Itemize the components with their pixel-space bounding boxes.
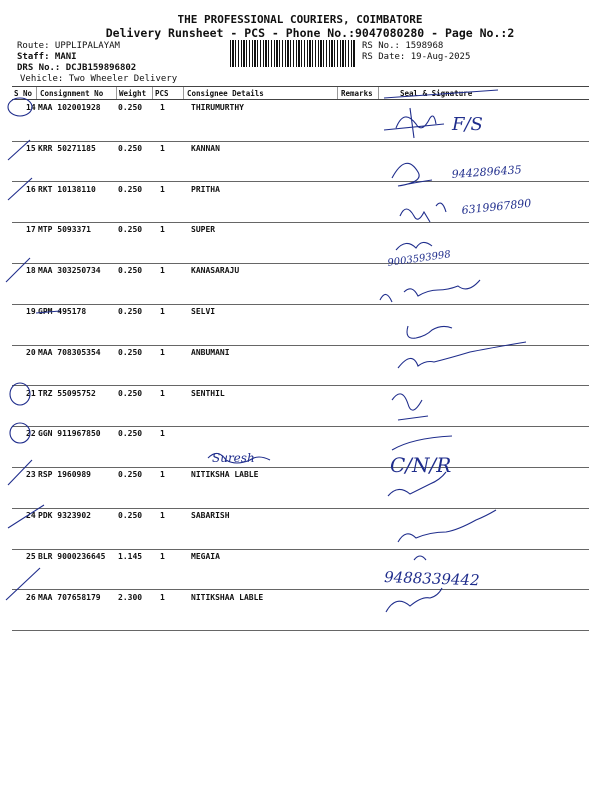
column-divider (152, 87, 153, 99)
row-weight: 0.250 (118, 103, 143, 112)
row-consignment: MAA 303250734 (38, 266, 101, 276)
table-row (12, 304, 589, 344)
row-sno: 22 (26, 429, 36, 439)
header-seal: Seal & Signature (400, 89, 473, 98)
row-consignment: TRZ 55095752 (38, 388, 96, 398)
row-weight: 0.250 (118, 266, 143, 276)
row-consignee: KANASARAJU (191, 266, 240, 276)
header-weight: Weight (119, 89, 147, 98)
header-remarks: Remarks (341, 89, 373, 98)
row-consignment: MAA 708305354 (38, 347, 101, 357)
row-weight: 0.250 (118, 511, 143, 520)
column-divider (378, 87, 379, 99)
row-pcs: 1 (160, 470, 165, 480)
row-weight: 0.250 (118, 429, 143, 439)
row-pcs: 1 (160, 103, 165, 112)
table-row (12, 100, 589, 140)
table-row (12, 508, 589, 548)
row-pcs: 1 (160, 184, 165, 194)
header-consignment: Consignment No (40, 89, 104, 98)
rs-number: RS No.: 1598968 (362, 41, 444, 51)
header-pcs: PCS (155, 89, 169, 98)
row-pcs: 1 (160, 307, 165, 316)
row-consignment: KRR 50271185 (38, 143, 96, 153)
signature-14-text: F/S (452, 114, 483, 135)
table-row (12, 467, 589, 507)
route-label: Route: UPPLIPALAYAM (17, 41, 120, 51)
table-row (12, 590, 589, 630)
row-consignment: MTP 5093371 (38, 225, 91, 235)
row-sno: 23 (26, 470, 36, 480)
table-row (12, 141, 589, 181)
row-weight: 0.250 (118, 143, 143, 153)
column-divider (36, 87, 37, 99)
row-weight: 0.250 (118, 470, 143, 480)
row-consignment: RSP 1960989 (38, 470, 91, 480)
row-weight: 0.250 (118, 307, 143, 316)
row-consignee: THIRUMURTHY (191, 103, 244, 112)
row-pcs: 1 (160, 266, 165, 276)
row-weight: 1.145 (118, 551, 143, 561)
drs-label: DRS No.: DCJB159896802 (17, 63, 137, 73)
row-consignment: MAA 707658179 (38, 592, 101, 602)
row-weight: 0.250 (118, 225, 143, 235)
table-top-border (12, 86, 589, 87)
row-consignee: ANBUMANI (191, 347, 230, 357)
row-consignee: SENTHIL (191, 388, 225, 398)
rs-date: RS Date: 19-Aug-2025 (362, 52, 471, 62)
row-sno: 25 (26, 551, 36, 561)
column-divider (116, 87, 117, 99)
row-pcs: 1 (160, 143, 165, 153)
row-consignment: RKT 10138110 (38, 184, 96, 194)
row-consignee: PRITHA (191, 184, 220, 194)
row-pcs: 1 (160, 347, 165, 357)
row-sno: 20 (26, 347, 36, 357)
row-pcs: 1 (160, 511, 165, 520)
row-sno: 18 (26, 266, 36, 276)
header-sno: S No (14, 89, 33, 98)
row-weight: 0.250 (118, 184, 143, 194)
staff-label: Staff: MANI (17, 52, 77, 62)
row-consignee: NITIKSHA LABLE (191, 470, 259, 480)
runsheet-subtitle: Delivery Runsheet - PCS - Phone No.:9047080280 - Page No.:2 (105, 26, 515, 40)
row-consignee: SABARISH (191, 511, 230, 520)
row-pcs: 1 (160, 592, 165, 602)
row-weight: 2.300 (118, 592, 143, 602)
row-sno: 17 (26, 225, 36, 235)
row-consignment: GPM 495178 (38, 307, 87, 316)
drs-barcode (230, 40, 356, 67)
row-consignment: MAA 102001928 (38, 103, 101, 112)
column-divider (183, 87, 184, 99)
header-consignee: Consignee Details (187, 89, 264, 98)
row-sno: 16 (26, 184, 36, 194)
table-row (12, 345, 589, 385)
row-pcs: 1 (160, 429, 165, 439)
table-row (12, 386, 589, 426)
row-consignment: GGN 911967850 (38, 429, 101, 439)
consignee-handwriting-text: Suresh (212, 451, 255, 465)
vehicle-label: Vehicle: Two Wheeler Delivery (20, 74, 178, 84)
signature-17-text: 9003593998 (386, 249, 452, 269)
table-row (12, 549, 589, 589)
row-sno: 24 (26, 511, 36, 520)
row-consignee: SELVI (191, 307, 216, 316)
signature-22-text: C/N/R (390, 453, 452, 477)
table-row (12, 263, 589, 303)
row-pcs: 1 (160, 551, 165, 561)
signature-16-text: 6319967890 (460, 196, 532, 217)
row-consignee: SUPER (191, 225, 216, 235)
signature-15-text: 9442896435 (451, 163, 523, 181)
row-sno: 14 (26, 103, 36, 112)
row-consignment: PDK 9323902 (38, 511, 91, 520)
row-consignee: KANNAN (191, 143, 220, 153)
row-consignment: BLR 9000236645 (38, 551, 106, 561)
row-sno: 21 (26, 388, 36, 398)
row-weight: 0.250 (118, 347, 143, 357)
row-sno: 26 (26, 592, 36, 602)
table-row (12, 182, 589, 222)
row-weight: 0.250 (118, 388, 143, 398)
company-title: THE PROFESSIONAL COURIERS, COIMBATORE (177, 13, 423, 26)
row-pcs: 1 (160, 225, 165, 235)
signature-25-text: 9488339442 (383, 568, 480, 590)
column-divider (337, 87, 338, 99)
row-pcs: 1 (160, 388, 165, 398)
table-row (12, 426, 589, 466)
row-divider (12, 630, 589, 631)
row-sno: 15 (26, 143, 36, 153)
row-sno: 19 (26, 307, 36, 316)
row-consignee: NITIKSHAA LABLE (191, 592, 264, 602)
row-consignee: MEGAIA (191, 551, 220, 561)
table-row (12, 222, 589, 262)
